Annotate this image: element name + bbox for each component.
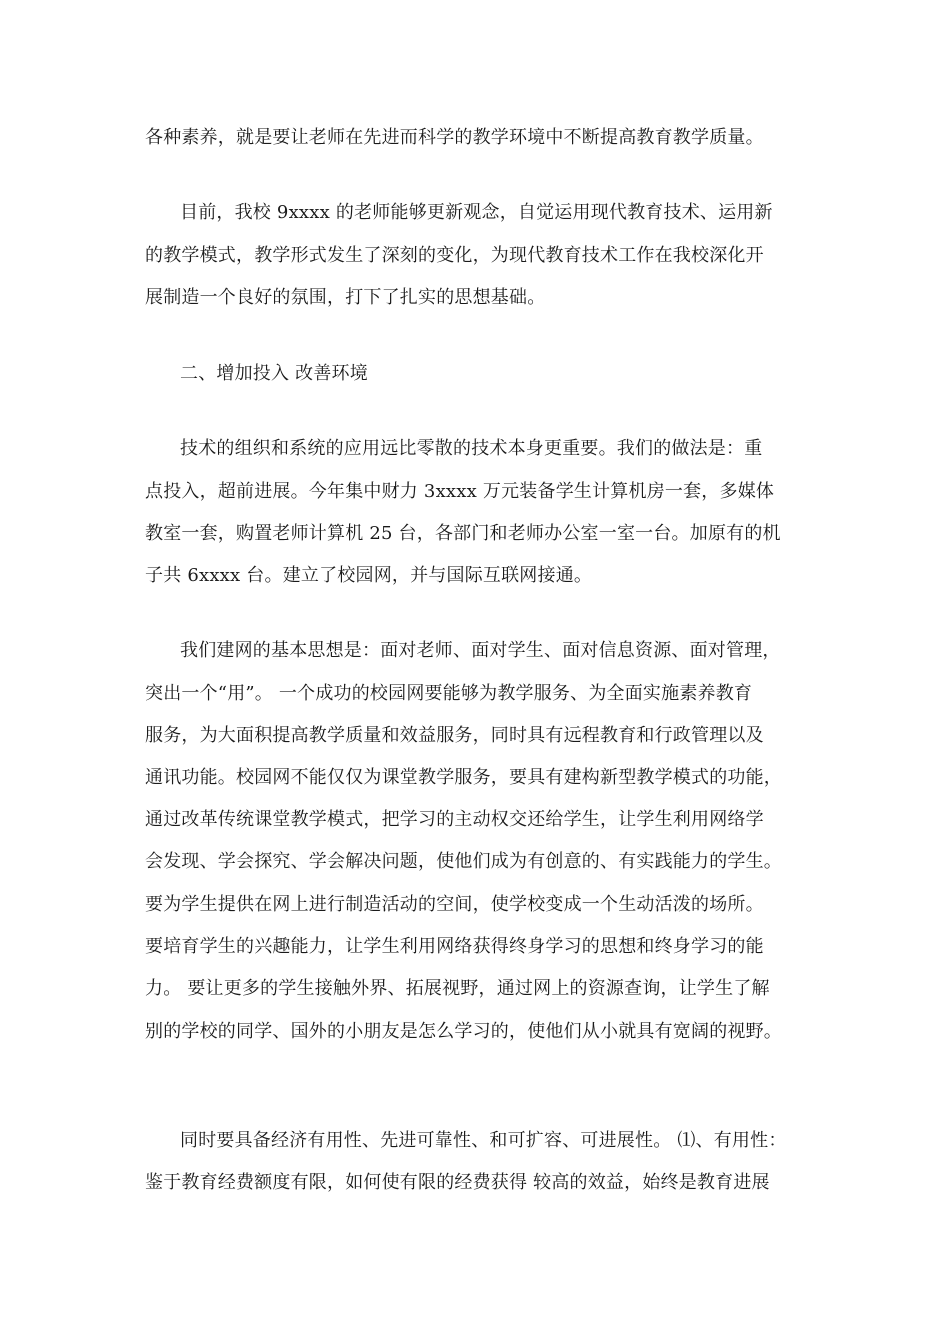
text-line: 突出一个“用”。 一个成功的校园网要能够为教学服务、为全面实施素养教育 — [145, 683, 753, 704]
text-line: 同时要具备经济有用性、先进可靠性、和可扩容、可进展性。 ⑴、有用性： — [180, 1130, 787, 1151]
text-line: 会发现、学会探究、学会解决问题，使他们成为有创意的、有实践能力的学生。 — [145, 851, 782, 872]
text-line: 目前，我校 9xxxx 的老师能够更新观念，自觉运用现代教育技术、运用新 — [180, 202, 773, 223]
section-heading: 二、增加投入 改善环境 — [180, 363, 368, 384]
text-line: 点投入，超前进展。今年集中财力 3xxxx 万元装备学生计算机房一套，多媒体 — [145, 481, 775, 502]
text-line: 通过改革传统课堂教学模式，把学习的主动权交还给学生，让学生利用网络学 — [145, 809, 764, 830]
text-line: 别的学校的同学、国外的小朋友是怎么学习的，使他们从小就具有宽阔的视野。 — [145, 1021, 782, 1042]
text-line: 教室一套，购置老师计算机 25 台，各部门和老师办公室一室一台。加原有的机 — [145, 523, 781, 544]
text-line: 各种素养，就是要让老师在先进而科学的教学环境中不断提高教育教学质量。 — [145, 127, 764, 148]
text-line: 服务，为大面积提高教学质量和效益服务，同时具有远程教育和行政管理以及 — [145, 725, 764, 746]
text-line: 展制造一个良好的氛围，打下了扎实的思想基础。 — [145, 287, 546, 308]
text-line: 技术的组织和系统的应用远比零散的技术本身更重要。我们的做法是：重 — [180, 438, 763, 459]
text-line: 力。 要让更多的学生接触外界、拓展视野，通过网上的资源查询，让学生了解 — [145, 978, 770, 999]
text-line: 子共 6xxxx 台。建立了校园网，并与国际互联网接通。 — [145, 565, 593, 586]
text-line: 通讯功能。校园网不能仅仅为课堂教学服务，要具有建构新型教学模式的功能， — [145, 767, 782, 788]
text-line: 要为学生提供在网上进行制造活动的空间，使学校变成一个生动活泼的场所。 — [145, 894, 764, 915]
text-line: 的教学模式，教学形式发生了深刻的变化，为现代教育技术工作在我校深化开 — [145, 245, 764, 266]
text-line: 鉴于教育经费额度有限，如何使有限的经费获得 较高的效益，始终是教育进展 — [145, 1172, 770, 1193]
text-line: 要培育学生的兴趣能力，让学生利用网络获得终身学习的思想和终身学习的能 — [145, 936, 764, 957]
text-line: 我们建网的基本思想是：面对老师、面对学生、面对信息资源、面对管理， — [180, 640, 781, 661]
